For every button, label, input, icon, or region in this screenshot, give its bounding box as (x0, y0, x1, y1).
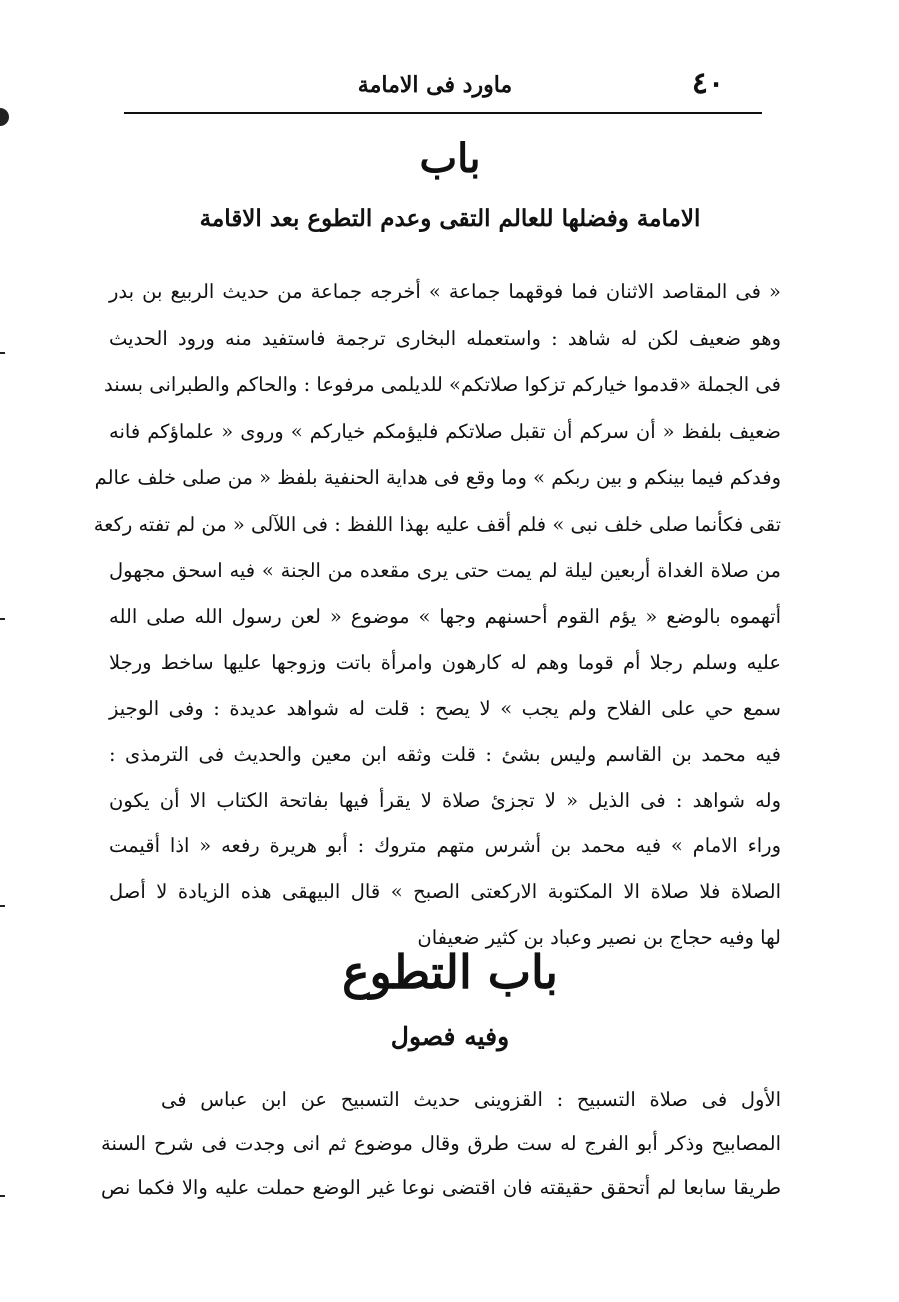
text-line: الصلاة فلا صلاة الا المكتوبة الاركعتى الصبح » قال البيهقى هذه الزيادة لا أصل (109, 880, 781, 903)
text-line: فى الجملة «قدموا خياركم تزكوا صلاتكم» للديلمى مرفوعا : والحاكم والطبرانى بسند (104, 373, 781, 396)
chapter-heading-tatawwu: باب التطوع (342, 945, 558, 999)
running-title: ماورد فى الامامة (357, 72, 513, 98)
text-line: لها وفيه حجاج بن نصير وعباد بن كثير ضعيفان (417, 926, 781, 949)
chapter-subheading: الامامة وفضلها للعالم التقى وعدم التطوع بعد الاقامة (199, 205, 701, 232)
text-line: وله شواهد : فى الذيل « لا تجزئ صلاة لا يقرأ فيها بفاتحة الكتاب الا أن يكون (109, 789, 781, 812)
page-number: ٤٠ (691, 66, 725, 101)
text-line: « فى المقاصد الاثنان فما فوقهما جماعة » أخرجه جماعة من حديث الربيع بن بدر (109, 280, 781, 303)
text-line: وفدكم فيما بينكم و بين ربكم » وما وقع فى هداية الحنفية بلفظ « من صلى خلف عالم (94, 466, 781, 489)
text-line: سمع حي على الفلاح ولم يجب » لا يصح : قلت له شواهد عديدة : وفى الوجيز (109, 697, 781, 720)
text-line: من صلاة الغداة أربعين ليلة لم يمت حتى يرى مقعده من الجنة » فيه اسحق مجهول (109, 559, 781, 582)
chapter-heading: باب (419, 135, 481, 182)
text-line: تقى فكأنما صلى خلف نبى » فلم أقف عليه بهذا اللفظ : فى اللآلى « من لم تفته ركعة (93, 513, 781, 536)
text-line: وراء الامام » فيه محمد بن أشرس متهم متروك : أبو هريرة رفعه « اذا أقيمت (109, 834, 781, 857)
margin-tick (0, 905, 5, 907)
text-line: عليه وسلم رجلا أم قوما وهم له كارهون وامرأة باتت وزوجها عليها ساخط ورجلا (109, 651, 781, 674)
text-line: ضعيف بلفظ « أن سركم أن تقبل صلاتكم فليؤمكم خياركم » وروى « علماؤكم فانه (109, 420, 781, 443)
header-rule (124, 112, 762, 114)
margin-ink-dot (0, 108, 9, 126)
text-line: الأول فى صلاة التسبيح : القزوينى حديث التسبيح عن ابن عباس فى (161, 1088, 781, 1111)
margin-tick (0, 618, 5, 620)
text-line: طريقا سابعا لم أتحقق حقيقته فان اقتضى نوعا غير الوضع حملت عليه والا فكما نص (101, 1176, 781, 1199)
text-line: فيه محمد بن القاسم وليس بشئ : قلت وثقه ابن معين والحديث فى الترمذى : (109, 743, 781, 766)
text-line: المصابيح وذكر أبو الفرج له ست طرق وقال موضوع ثم انى وجدت فى شرح السنة (101, 1132, 781, 1155)
margin-tick (0, 352, 5, 354)
section-subheading: وفيه فصول (390, 1022, 510, 1051)
text-line: أتهموه بالوضع « يؤم القوم أحسنهم وجها » موضوع « لعن رسول الله صلى الله (109, 605, 781, 628)
margin-tick (0, 1195, 5, 1197)
text-line: وهو ضعيف لكن له شاهد : واستعمله البخارى ترجمة فاستفيد منه ورود الحديث (109, 327, 781, 350)
